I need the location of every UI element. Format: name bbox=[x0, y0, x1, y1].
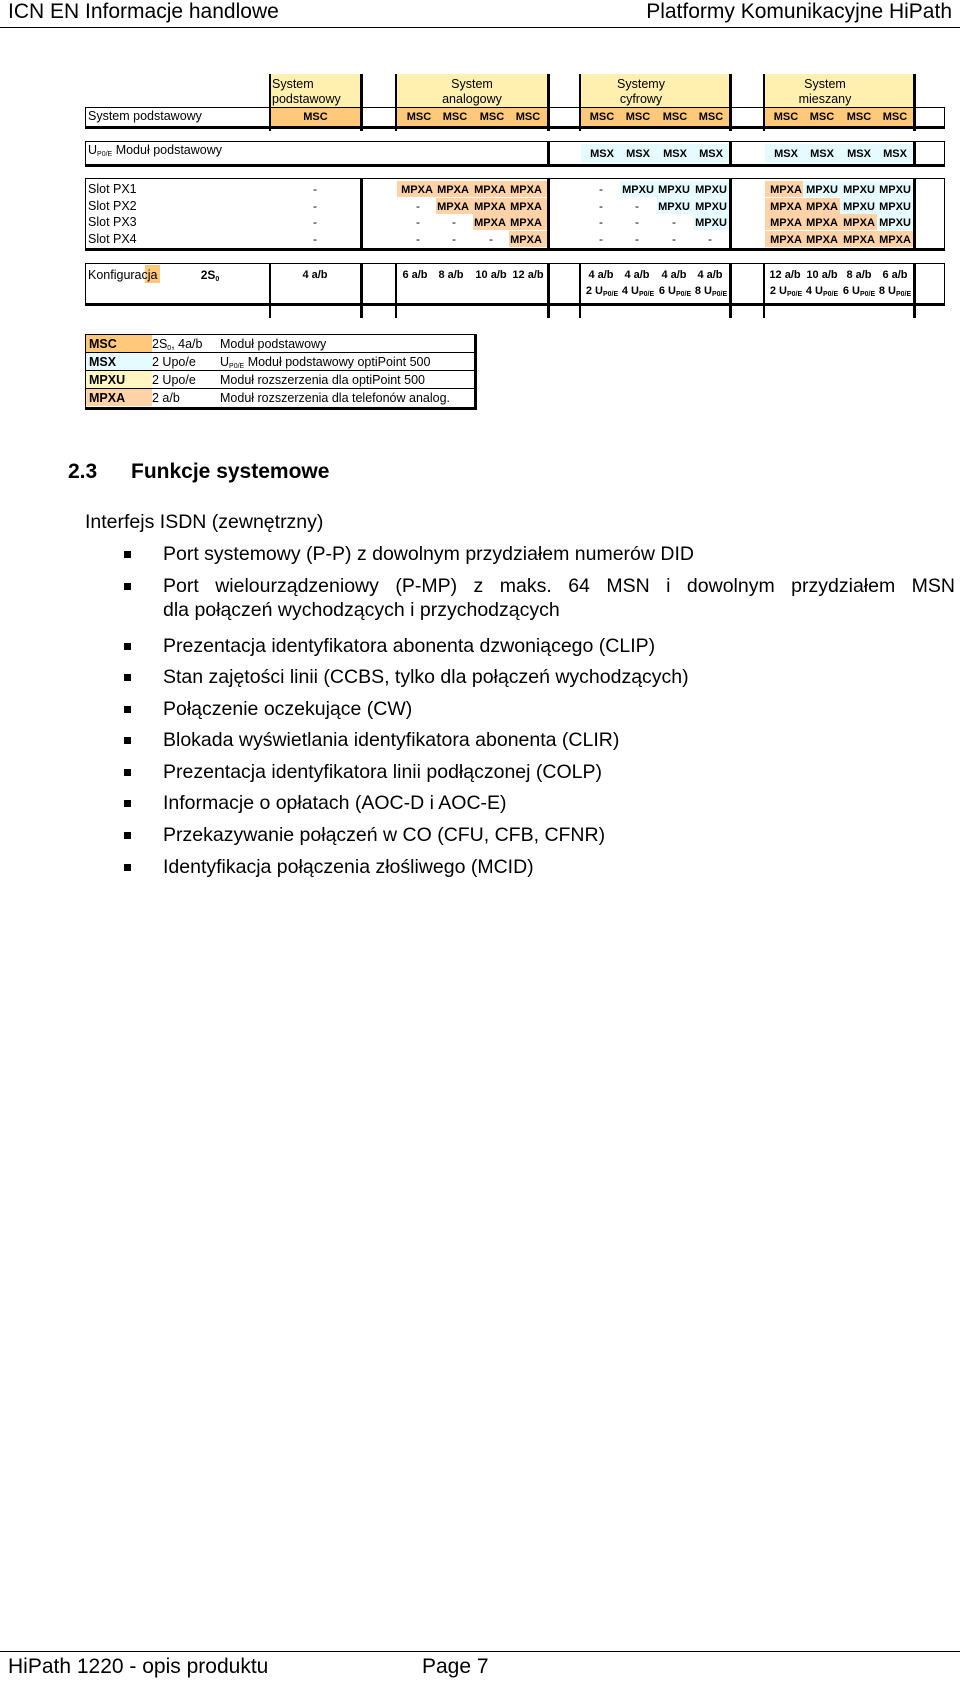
column-border bbox=[763, 74, 765, 131]
row-line bbox=[85, 178, 86, 251]
column-border bbox=[579, 263, 581, 318]
mpxu-cell: MPXU bbox=[879, 201, 911, 213]
empty-slot: - bbox=[313, 232, 317, 246]
column-border bbox=[763, 263, 765, 318]
row-line bbox=[85, 248, 945, 251]
row-line bbox=[944, 263, 945, 306]
column-border bbox=[269, 263, 271, 318]
mpxu-cell: MPXU bbox=[695, 217, 727, 229]
config-basic: 4 a/b bbox=[302, 269, 328, 281]
slot-label-px4: Slot PX4 bbox=[88, 232, 137, 246]
bullet-icon bbox=[124, 864, 131, 871]
config-digital-u: 8 $U_{P0/E}$ bbox=[694, 285, 728, 298]
column-border bbox=[579, 74, 581, 131]
column-border bbox=[360, 263, 363, 318]
config-digital-ab: 4 a/b bbox=[588, 269, 614, 281]
msc-cell: MSC bbox=[303, 111, 328, 123]
msx-cell: MSX bbox=[663, 148, 687, 160]
bullet-icon bbox=[124, 737, 131, 744]
mpxu-cell: MPXU bbox=[622, 184, 654, 196]
config-mixed-ab: 6 a/b bbox=[882, 269, 908, 281]
row-line bbox=[85, 164, 945, 167]
config-digital-u: 6 $U_{P0/E}$ bbox=[658, 285, 692, 298]
system-analog-header: System analogowy bbox=[442, 77, 502, 106]
legend-row: MSX 2 Upo/e $U_{P0/E}$ Moduł podstawowy optiPoint 500 bbox=[89, 355, 431, 370]
column-border bbox=[547, 141, 550, 167]
mpxa-cell: MPXA bbox=[843, 234, 875, 246]
empty-slot: - bbox=[313, 182, 317, 196]
row-line bbox=[86, 388, 474, 389]
mpxu-cell: MPXU bbox=[695, 201, 727, 213]
config-analog: 8 a/b bbox=[438, 269, 464, 281]
mpxa-cell: MPXA bbox=[770, 201, 802, 213]
config-mixed-u: 2 $U_{P0/E}$ bbox=[769, 285, 803, 298]
column-border bbox=[360, 178, 363, 251]
config-mixed-ab: 8 a/b bbox=[846, 269, 872, 281]
empty-slot: - bbox=[635, 232, 639, 246]
mpxa-cell: MPXA bbox=[510, 217, 542, 229]
column-border bbox=[913, 141, 916, 167]
empty-slot: - bbox=[313, 215, 317, 229]
msc-cell: MSC bbox=[515, 111, 541, 123]
empty-slot: - bbox=[313, 199, 317, 213]
msc-cell: MSC bbox=[809, 111, 835, 123]
section-title: 2.3 Funkcje systemowe bbox=[68, 460, 330, 483]
list-item: Blokada wyświetlania identyfikatora abonenta (CLIR) bbox=[163, 729, 620, 751]
column-border bbox=[395, 74, 397, 131]
msc-cell: MSC bbox=[773, 111, 799, 123]
empty-slot: - bbox=[635, 199, 639, 213]
column-border bbox=[395, 263, 397, 318]
column-border bbox=[729, 178, 732, 251]
mpxa-cell: MPXA bbox=[806, 201, 838, 213]
list-item: Port wielourządzeniowy (P-MP) z maks. 64 MSN i dowolnym przydziałem MSN bbox=[163, 575, 955, 597]
config-label: Konfiguracja bbox=[88, 268, 158, 282]
mpxa-cell: MPXA bbox=[806, 234, 838, 246]
config-digital-ab: 4 a/b bbox=[661, 269, 687, 281]
column-border bbox=[913, 263, 916, 318]
column-border bbox=[547, 178, 550, 251]
config-digital-ab: 4 a/b bbox=[624, 269, 650, 281]
mpxa-cell: MPXA bbox=[770, 184, 802, 196]
legend-row: MPXA 2 a/b Moduł rozszerzenia dla telefonów analog. bbox=[89, 391, 450, 405]
config-digital-u: 4 $U_{P0/E}$ bbox=[621, 285, 655, 298]
system-mixed-header: System mieszany bbox=[798, 77, 852, 106]
bullet-icon bbox=[124, 800, 131, 807]
slot-label-px3: Slot PX3 bbox=[88, 215, 137, 229]
slot-label-px2: Slot PX2 bbox=[88, 199, 137, 213]
msc-cell: MSC bbox=[442, 111, 468, 123]
mpxa-cell: MPXA bbox=[401, 184, 433, 196]
msc-cell: MSC bbox=[882, 111, 908, 123]
header-right: Platformy Komunikacyjne HiPath bbox=[646, 0, 952, 23]
list-item: dla połączeń wychodzących i przychodzących bbox=[163, 599, 560, 621]
msx-cell: MSX bbox=[590, 148, 614, 160]
msc-cell: MSC bbox=[846, 111, 872, 123]
msc-cell: MSC bbox=[698, 111, 724, 123]
config-base: $2S_0$ bbox=[200, 268, 220, 283]
empty-slot: - bbox=[416, 215, 420, 229]
mpxa-cell: MPXA bbox=[843, 217, 875, 229]
column-border bbox=[913, 178, 916, 251]
config-mixed-ab: 12 a/b bbox=[769, 269, 801, 281]
row-line bbox=[85, 126, 945, 129]
empty-slot: - bbox=[599, 199, 603, 213]
config-analog: 10 a/b bbox=[475, 269, 507, 281]
column-border bbox=[360, 74, 363, 131]
slot-label-px1: Slot PX1 bbox=[88, 182, 137, 196]
legend-table bbox=[85, 334, 477, 410]
mpxa-cell: MPXA bbox=[437, 201, 469, 213]
mpxa-cell: MPXA bbox=[806, 217, 838, 229]
row-line bbox=[86, 370, 474, 371]
mpxa-cell: MPXA bbox=[510, 184, 542, 196]
bullet-icon bbox=[124, 769, 131, 776]
column-border bbox=[729, 141, 732, 167]
config-mixed-ab: 10 a/b bbox=[806, 269, 838, 281]
row-label-upo-module: $U_{P0/E}$ Moduł podstawowy bbox=[88, 143, 222, 158]
msx-cell: MSX bbox=[774, 148, 798, 160]
config-analog: 12 a/b bbox=[512, 269, 544, 281]
row-line bbox=[944, 107, 945, 129]
legend-row: MSC $2S_0$, 4a/b Moduł podstawowy bbox=[89, 337, 327, 352]
empty-slot: - bbox=[599, 182, 603, 196]
empty-slot: - bbox=[416, 199, 420, 213]
mpxa-cell: MPXA bbox=[770, 217, 802, 229]
msx-cell: MSX bbox=[810, 148, 834, 160]
msc-cell: MSC bbox=[625, 111, 651, 123]
config-analog: 6 a/b bbox=[402, 269, 428, 281]
bullet-icon bbox=[124, 674, 131, 681]
empty-slot: - bbox=[452, 232, 456, 246]
empty-slot: - bbox=[672, 232, 676, 246]
column-border bbox=[269, 74, 271, 131]
row-line bbox=[85, 141, 86, 167]
empty-slot: - bbox=[489, 232, 493, 246]
footer-page-number: Page 7 bbox=[422, 1655, 489, 1678]
column-border bbox=[547, 263, 550, 318]
mpxa-cell: MPXA bbox=[510, 201, 542, 213]
mpxu-cell: MPXU bbox=[843, 184, 875, 196]
mpxu-cell: MPXU bbox=[695, 184, 727, 196]
config-digital-ab: 4 a/b bbox=[697, 269, 723, 281]
row-line bbox=[85, 303, 945, 306]
bullet-icon bbox=[124, 551, 131, 558]
row-line bbox=[85, 263, 86, 306]
msx-cell: MSX bbox=[847, 148, 871, 160]
empty-slot: - bbox=[635, 215, 639, 229]
bullet-icon bbox=[124, 706, 131, 713]
msx-cell: MSX bbox=[699, 148, 723, 160]
msc-cell: MSC bbox=[589, 111, 615, 123]
config-mixed-u: 8 $U_{P0/E}$ bbox=[878, 285, 912, 298]
empty-slot: - bbox=[708, 232, 712, 246]
list-item: Informacje o opłatach (AOC-D i AOC-E) bbox=[163, 792, 507, 814]
msx-cell: MSX bbox=[626, 148, 650, 160]
msc-cell: MSC bbox=[479, 111, 505, 123]
bullet-icon bbox=[124, 832, 131, 839]
empty-slot: - bbox=[599, 215, 603, 229]
header-left: ICN EN Informacje handlowe bbox=[8, 0, 279, 23]
section-intro: Interfejs ISDN (zewnętrzny) bbox=[85, 511, 324, 533]
list-item: Prezentacja identyfikatora abonenta dzwoniącego (CLIP) bbox=[163, 635, 656, 657]
empty-slot: - bbox=[452, 215, 456, 229]
empty-slot: - bbox=[416, 232, 420, 246]
list-item: Stan zajętości linii (CCBS, tylko dla połączeń wychodzących) bbox=[163, 666, 689, 688]
mpxa-cell: MPXA bbox=[474, 201, 506, 213]
mpxa-cell: MPXA bbox=[474, 217, 506, 229]
row-label-base-system: System podstawowy bbox=[88, 109, 202, 123]
bullet-icon bbox=[124, 583, 131, 590]
row-line bbox=[944, 141, 945, 167]
empty-slot: - bbox=[599, 232, 603, 246]
row-line bbox=[85, 263, 945, 264]
list-item: Port systemowy (P-P) z dowolnym przydziałem numerów DID bbox=[163, 543, 694, 565]
bullet-icon bbox=[124, 643, 131, 650]
mpxa-cell: MPXA bbox=[510, 234, 542, 246]
mpxa-cell: MPXA bbox=[437, 184, 469, 196]
mpxu-cell: MPXU bbox=[879, 217, 911, 229]
row-line bbox=[85, 107, 945, 108]
mpxu-cell: MPXU bbox=[879, 184, 911, 196]
msc-cell: MSC bbox=[662, 111, 688, 123]
row-line bbox=[86, 352, 474, 353]
config-mixed-u: 6 $U_{P0/E}$ bbox=[842, 285, 876, 298]
config-digital-u: 2 $U_{P0/E}$ bbox=[585, 285, 619, 298]
config-mixed-u: 4 $U_{P0/E}$ bbox=[805, 285, 839, 298]
system-digital-header: Systemy cyfrowy bbox=[617, 77, 665, 106]
footer-title: HiPath 1220 - opis produktu bbox=[8, 1655, 269, 1678]
empty-slot: - bbox=[672, 215, 676, 229]
list-item: Połączenie oczekujące (CW) bbox=[163, 698, 413, 720]
row-line bbox=[944, 178, 945, 251]
footer-rule bbox=[0, 1651, 960, 1652]
list-item: Identyfikacja połączenia złośliwego (MCID) bbox=[163, 856, 534, 878]
mpxu-cell: MPXU bbox=[806, 184, 838, 196]
msc-cell: MSC bbox=[406, 111, 432, 123]
mpxu-cell: MPXU bbox=[843, 201, 875, 213]
list-item: Przekazywanie połączeń w CO (CFU, CFB, CFNR) bbox=[163, 824, 606, 846]
row-line bbox=[85, 178, 945, 179]
column-border bbox=[729, 263, 732, 318]
mpxu-cell: MPXU bbox=[658, 184, 690, 196]
mpxa-cell: MPXA bbox=[770, 234, 802, 246]
system-basic-header: System podstawowy bbox=[272, 77, 341, 106]
configuration-table bbox=[0, 0, 960, 330]
list-item: Prezentacja identyfikatora linii podłączonej (COLP) bbox=[163, 761, 602, 783]
mpxa-cell: MPXA bbox=[474, 184, 506, 196]
row-line bbox=[85, 107, 86, 129]
legend-row: MPXU 2 Upo/e Moduł rozszerzenia dla optiPoint 500 bbox=[89, 373, 425, 387]
row-line bbox=[85, 141, 945, 142]
mpxu-cell: MPXU bbox=[658, 201, 690, 213]
msx-cell: MSX bbox=[883, 148, 907, 160]
column-border bbox=[547, 74, 550, 131]
mpxa-cell: MPXA bbox=[879, 234, 911, 246]
